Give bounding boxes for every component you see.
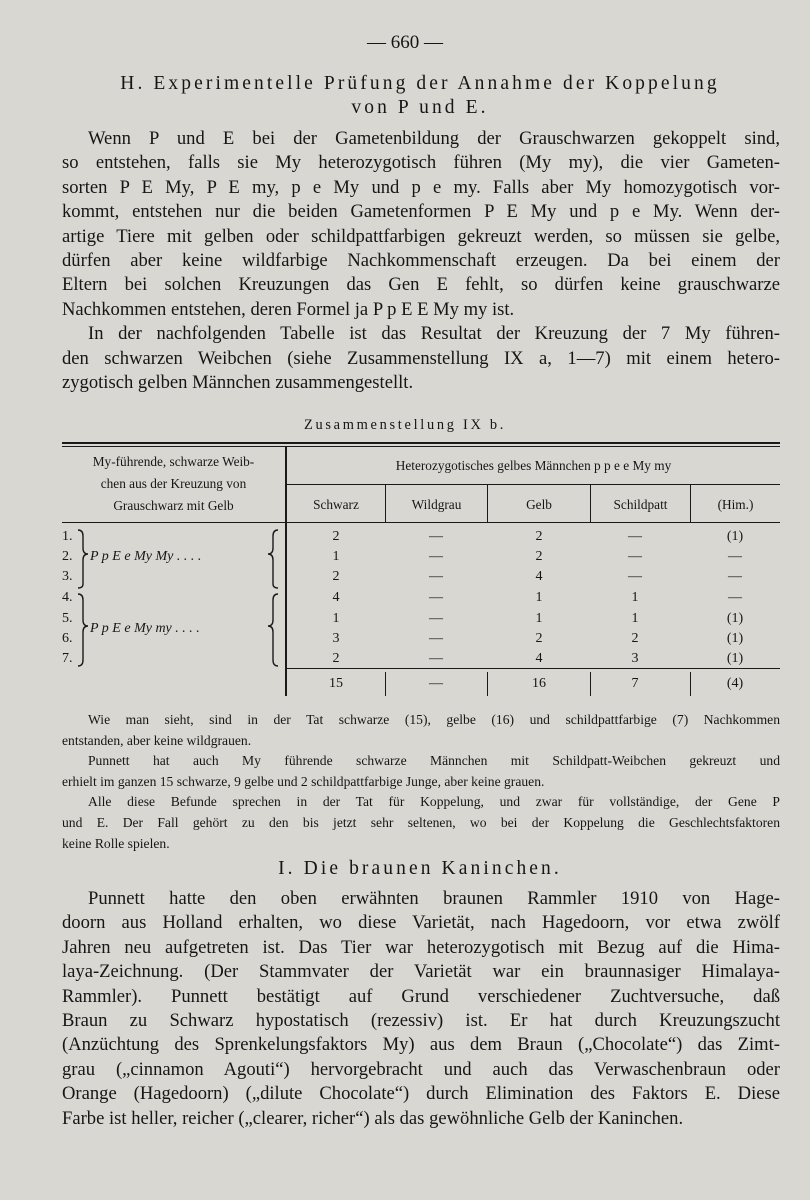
total-cell: — — [429, 676, 443, 691]
text-line: doorn aus Holland erhalten, wo diese Varietät, nach Hagedoorn, vor etwa zwölf — [62, 912, 780, 934]
row-number: 6. — [62, 631, 73, 646]
text-line: grau („cinnamon Agouti“) hervorgebracht und auch das Verwaschenbraun oder — [62, 1058, 780, 1080]
table-cell: 3 — [631, 651, 639, 666]
text-line: Wenn P und E bei der Gametenbildung der Grauschwarzen gekoppelt sind, — [88, 128, 780, 149]
table-subheader-rule — [287, 484, 780, 485]
text-line: Punnett hat auch My führende schwarze Männchen mit Schildpatt-Weibchen gekreuzt und — [88, 753, 780, 769]
table-cell: — — [429, 569, 443, 584]
row-number: 2. — [62, 549, 73, 564]
table-cell: — — [628, 549, 642, 564]
table-cell: — — [429, 611, 443, 626]
left-header-line: chen aus der Kreuzung von — [100, 476, 247, 491]
text-line: Orange (Hagedoorn) („dilute Chocolate“) durch Elimination des Faktors E. Diese — [62, 1083, 780, 1105]
table-cell: — — [728, 590, 742, 605]
text-line: Eltern bei solchen Kreuzungen das Gen E fehlt, so dürfen keine grauschwarze — [62, 274, 780, 296]
table-cell: 1 — [332, 549, 340, 564]
row-number: 5. — [62, 611, 73, 626]
row-braces-left — [76, 528, 90, 668]
text-line: Alle diese Befunde sprechen in der Tat für Koppelung, und zwar für vollständige, der Gene P — [88, 794, 780, 810]
table-cell: — — [429, 529, 443, 544]
text-line: Farbe ist heller, reicher („clearer, richer“) als das gewöhnliche Gelb der Kaninchen. — [62, 1107, 684, 1129]
table-cell: 2 — [332, 651, 340, 666]
col-header-him: (Him.) — [717, 497, 754, 512]
table-cell: — — [429, 590, 443, 605]
table-cell: 2 — [535, 549, 543, 564]
text-line: entstanden, aber keine wildgrauen. — [62, 732, 252, 748]
table-cell: 4 — [332, 590, 340, 605]
total-cell: 15 — [329, 676, 343, 691]
text-line: Punnett hatte den oben erwähnten braunen Rammler 1910 von Hage- — [88, 888, 780, 909]
table-sum-rule — [287, 668, 780, 669]
paragraph-braune-kaninchen — [62, 887, 780, 1131]
row-number: 3. — [62, 569, 73, 584]
text-line: dürfen aber keine wildfarbige Nachkommenschaft erzeugen. Da bei einem der — [62, 249, 780, 271]
text-line: kommt, entstehen nur die beiden Gametenformen P E My und p e My. Wenn der- — [62, 201, 780, 223]
table-header-rule — [62, 522, 780, 523]
text-line: Rammler). Punnett bestätigt auf Grund verschiedener Zuchtversuche, daß — [62, 985, 780, 1007]
page-number: — 660 — — [367, 32, 443, 53]
table-cell: 1 — [332, 611, 340, 626]
col-header-schildpatt: Schildpatt — [613, 497, 668, 512]
col-divider — [487, 672, 488, 696]
table-cell: 1 — [631, 611, 639, 626]
genotype-label: P p E e My My . . . . — [90, 549, 202, 564]
table-cell: 2 — [631, 631, 639, 646]
table-cell: — — [429, 549, 443, 564]
table-cell: — — [429, 631, 443, 646]
table-top-rule-thin — [62, 446, 780, 447]
table-cell: 2 — [332, 569, 340, 584]
table-cell: — — [628, 529, 642, 544]
section-h-title-cont: von P und E. — [351, 97, 489, 118]
text-line: Nachkommen entstehen, deren Formel ja P p E E My my ist. — [62, 298, 515, 320]
table-cell: 2 — [332, 529, 340, 544]
table-caption: Zusammenstellung IX b. — [303, 417, 507, 433]
text-line: so entstehen, falls sie My heterozygotisch führen (My my), die vier Gameten- — [62, 152, 780, 174]
table-cell: — — [628, 569, 642, 584]
col-header-wildgrau: Wildgrau — [411, 497, 462, 512]
table-cell: — — [728, 549, 742, 564]
text-line: Jahren neu aufgetreten ist. Das Tier war heterozygotisch mit Bezug auf die Hima- — [62, 936, 780, 958]
text-line: sorten P E My, P E my, p e My und p e my. Falls aber My homozygotisch vor- — [62, 176, 780, 198]
text-line: den schwarzen Weibchen (siehe Zusammenstellung IX a, 1—7) mit einem hetero- — [62, 347, 780, 369]
section-h-title: H. Experimentelle Prüfung der Annahme der Koppelung — [120, 73, 720, 94]
table-top-rule — [62, 442, 780, 444]
text-line: In der nachfolgenden Tabelle ist das Resultat der Kreuzung der 7 My führen- — [88, 323, 780, 345]
group-header: Heterozygotisches gelbes Männchen p p e e My my — [395, 458, 672, 473]
text-line: Braun zu Schwarz hypostatisch (rezessiv) ist. Er hat durch Kreuzungszucht — [62, 1009, 780, 1031]
total-cell: 7 — [631, 676, 639, 691]
col-header-gelb: Gelb — [526, 497, 552, 512]
row-number: 7. — [62, 651, 73, 666]
genotype-label: P p E e My my . . . . — [90, 621, 200, 636]
text-line: laya-Zeichnung. (Der Stammvater der Varietät war ein braunnasiger Himalaya- — [62, 961, 780, 983]
notes-block — [62, 710, 780, 854]
row-braces-right — [266, 528, 280, 668]
table-cell: (1) — [726, 611, 744, 626]
text-line: keine Rolle spielen. — [62, 835, 170, 851]
table-cell: (1) — [726, 631, 744, 646]
table-cell: (1) — [726, 529, 744, 544]
table-cell: 1 — [535, 590, 543, 605]
text-line: erhielt im ganzen 15 schwarze, 9 gelbe und 2 schildpattfarbige Junge, aber keine grauen. — [62, 773, 545, 789]
total-cell: 16 — [532, 676, 546, 691]
text-line: und E. Der Fall gehört zu den bis jetzt sehr seltenen, wo bei der Koppelung die Geschlechtsfaktoren — [62, 814, 780, 830]
text-line: Wie man sieht, sind in der Tat schwarze (15), gelbe (16) und schildpattfarbige (7) Nachkommen — [88, 712, 780, 727]
table-cell: 1 — [631, 590, 639, 605]
table-cell: (1) — [726, 651, 744, 666]
col-divider — [590, 672, 591, 696]
total-cell: (4) — [726, 676, 744, 691]
paragraph-koppelung — [62, 127, 780, 395]
table-cell: 3 — [332, 631, 340, 646]
row-number: 1. — [62, 529, 73, 544]
table-cell: 4 — [535, 569, 543, 584]
table-cell: 2 — [535, 529, 543, 544]
left-header-line: My-führende, schwarze Weib- — [92, 454, 255, 469]
table-cell: 1 — [535, 611, 543, 626]
text-line: zygotisch gelben Männchen zusammengestellt. — [62, 371, 414, 393]
col-header-schwarz: Schwarz — [313, 497, 359, 512]
text-line: artige Tiere mit gelben oder schildpattfarbigen gekreuzt werden, so müssen sie gelbe, — [62, 225, 780, 247]
left-header-line: Grauschwarz mit Gelb — [113, 498, 234, 513]
table-cell: — — [429, 651, 443, 666]
table-cell: — — [728, 569, 742, 584]
col-divider — [385, 672, 386, 696]
text-line: (Anzüchtung des Sprenkelungsfaktors My) aus dem Braun („Chocolate“) das Zimt- — [62, 1034, 780, 1056]
row-number: 4. — [62, 590, 73, 605]
table-cell: 2 — [535, 631, 543, 646]
table-cell: 4 — [535, 651, 543, 666]
col-divider — [690, 672, 691, 696]
section-i-title: I. Die braunen Kaninchen. — [278, 858, 562, 879]
